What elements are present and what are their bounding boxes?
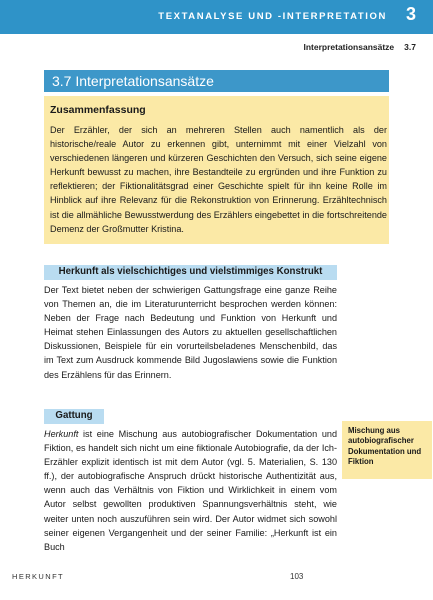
page-number: 103 bbox=[290, 572, 304, 581]
book-title-italic: Herkunft bbox=[44, 429, 79, 439]
chapter-title: TEXTANALYSE UND -INTERPRETATION bbox=[158, 11, 387, 22]
running-section: 3.7 bbox=[404, 42, 416, 52]
subsection-heading-gattung-label: Gattung bbox=[55, 410, 93, 421]
subsection-heading-gattung bbox=[44, 409, 104, 424]
margin-note-text: Mischung aus autobiografischer Dokumentation und Fiktion bbox=[348, 426, 422, 466]
subsection-heading-herkunft bbox=[44, 265, 337, 280]
summary-text: Der Erzähler, der sich an mehreren Stellen auch namentlich als der historische/reale Autor zu erkennen gibt, unternimmt mit einer Vielzahl von verschiedenen längeren und kürzeren Geschichten den Versuch, sich seine eigene Herkunft bewusst zu machen, ihre Bestandteile zu ergründen und ihre Funktion zu reflektieren; der Fiktionalitätsgrad einer Geschichte spielt für ihn keine Rolle im Hinblick auf ihre Relevanz für die Rekonstruktion von Erinnerung. Erzähltechnisch ist die allmähliche Bewusstwerdung des Erzählers eingebettet in die fortschreitende Demenz der Großmutter Kristina. bbox=[50, 125, 387, 234]
summary-box bbox=[44, 96, 389, 244]
chapter-header-bar bbox=[0, 0, 433, 34]
footer-book-title: HERKUNFT bbox=[12, 572, 65, 581]
paragraph-gattung-text: ist eine Mischung aus autobiografischer Dokumentation und Fiktion, es handelt sich nicht um eine fiktionale Autobiografie, da der Ich-Erzähler explizit identisch ist mit dem Autor (vgl. 5. Materialien, S. 130 ff.), der autobiografische Anspruch drückt historische Authentizität aus, wenn auch das Verhältnis von Fiktion und Wirklichkeit in einem vom Autor selbst gewollten produktiven Spannungsverhältnis steht, wie weiter unten noch auszuführen sein wird. Der Autor widmet sich sowohl seiner eigenen Vergangenheit und der seiner Familie: „Herkunft ist ein Buch bbox=[44, 429, 337, 552]
summary-heading: Zusammenfassung bbox=[50, 104, 146, 116]
paragraph-gattung bbox=[44, 427, 337, 554]
running-header bbox=[303, 42, 416, 52]
chapter-number: 3 bbox=[405, 4, 416, 24]
paragraph-herkunft: Der Text bietet neben der schwierigen Gattungsfrage eine ganze Reihe von Themen an, die im Literaturunterricht besprochen werden können: Neben der Frage nach Bedeutung und Funktion von Herkunft und Heimat stehen Einlassungen des Autors zu aktuellen gesellschaftlichen Diskussionen, Beispiele für ein vorurteilsbeladenes Menschenbild, das im Text zum Ausdruck kommende Bild Jugoslawiens sowie die Funktion des Erzählens für das Erinnern. bbox=[44, 285, 337, 380]
running-title: Interpretationsansätze bbox=[303, 42, 395, 52]
section-title-bar bbox=[44, 70, 389, 92]
subsection-heading-herkunft-label: Herkunft als vielschichtiges und vielstimmiges Konstrukt bbox=[58, 266, 323, 277]
section-title: 3.7 Interpretationsansätze bbox=[52, 73, 214, 89]
margin-note bbox=[342, 421, 432, 479]
